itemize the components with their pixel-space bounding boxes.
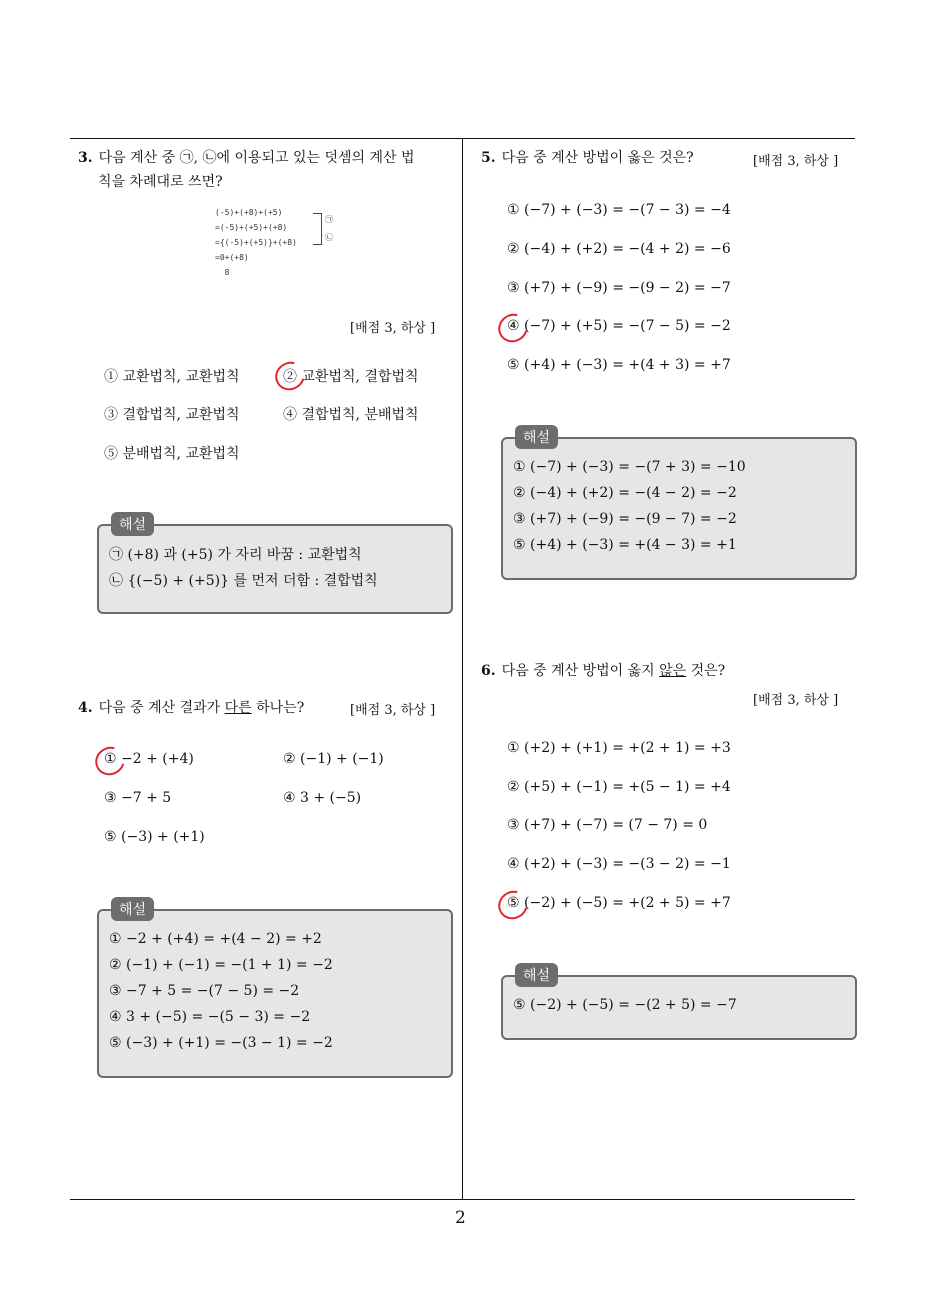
page-number: 2	[455, 1208, 466, 1228]
question-text-underlined: 다른	[224, 700, 252, 716]
explanation-box	[97, 902, 453, 1078]
option-4[interactable]: ④ 3 + (−5)	[283, 790, 362, 806]
calc-mark-a: ㉠	[325, 215, 333, 224]
explanation-tag: 해설	[515, 963, 558, 987]
explanation-tag: 해설	[111, 512, 154, 536]
explanation-tag: 해설	[515, 425, 558, 449]
option-2[interactable]: ② (+5) + (−1) = +(5 − 1) = +4	[507, 779, 731, 795]
option-3[interactable]: ③ 결합법칙, 교환법칙	[104, 407, 240, 423]
question-text-underlined: 않은	[659, 663, 687, 679]
explanation-line: ③ −7 + 5 = −(7 − 5) = −2	[109, 983, 300, 999]
explanation-line: ③ (+7) + (−9) = −(9 − 7) = −2	[513, 511, 737, 527]
score-label: [배점 3, 하상 ]	[753, 154, 839, 169]
option-4[interactable]: ④ (−7) + (+5) = −(7 − 5) = −2	[507, 318, 731, 334]
explanation-box	[501, 968, 857, 1040]
option-5[interactable]: ⑤ (−3) + (+1)	[104, 829, 205, 845]
explanation-line: ④ 3 + (−5) = −(5 − 3) = −2	[109, 1009, 311, 1025]
question-number: 4.	[78, 700, 93, 716]
option-4[interactable]: ④ (+2) + (−3) = −(3 − 2) = −1	[507, 856, 731, 872]
question-text-cont: 칙을 차례대로 쓰면?	[98, 174, 223, 190]
option-4[interactable]: ④ 결합법칙, 분배법칙	[283, 407, 419, 423]
option-5[interactable]: ⑤ (−2) + (−5) = +(2 + 5) = +7	[507, 895, 731, 911]
answer-circle-mark	[90, 741, 130, 780]
question-text-end: 하나는?	[251, 700, 305, 716]
question-text-end: 것은?	[686, 663, 726, 679]
explanation-box	[97, 517, 453, 614]
question-5	[481, 146, 694, 170]
explanation-line: ② (−4) + (+2) = −(4 − 2) = −2	[513, 485, 737, 501]
explanation-line: ⑤ (−2) + (−5) = −(2 + 5) = −7	[513, 997, 737, 1013]
option-1[interactable]: ① −2 + (+4)	[104, 751, 194, 767]
answer-circle-mark	[493, 308, 533, 347]
option-1[interactable]: ① (−7) + (−3) = −(7 − 3) = −4	[507, 202, 731, 218]
score-label: [배점 3, 하상 ]	[350, 703, 436, 718]
question-text: 다음 중 계산 결과가	[98, 700, 225, 716]
option-1[interactable]: ① (+2) + (+1) = +(2 + 1) = +3	[507, 740, 731, 756]
option-2[interactable]: ② (−4) + (+2) = −(4 + 2) = −6	[507, 241, 731, 257]
question-3	[78, 146, 458, 194]
question-text: 다음 계산 중 ㉠, ㉡에 이용되고 있는 덧셈의 계산 법	[98, 150, 415, 166]
calc-line: 8	[215, 268, 230, 277]
calc-line: =0+(+8)	[215, 253, 249, 262]
column-divider	[462, 138, 463, 1200]
explanation-line: ⑤ (+4) + (−3) = +(4 − 3) = +1	[513, 537, 737, 553]
question-number: 5.	[481, 150, 496, 166]
option-2[interactable]: ② (−1) + (−1)	[283, 751, 384, 767]
explanation-tag: 해설	[111, 897, 154, 921]
option-3[interactable]: ③ (+7) + (−9) = −(9 − 2) = −7	[507, 280, 731, 296]
explanation-box	[501, 430, 857, 580]
explanation-line: ② (−1) + (−1) = −(1 + 1) = −2	[109, 957, 333, 973]
explanation-line: ① −2 + (+4) = +(4 − 2) = +2	[109, 931, 322, 947]
option-3[interactable]: ③ (+7) + (−7) = (7 − 7) = 0	[507, 817, 708, 833]
calc-line: =(-5)+(+5)+(+8)	[215, 223, 288, 232]
question-4	[78, 696, 304, 720]
question-text: 다음 중 계산 방법이 옳은 것은?	[501, 150, 694, 166]
option-2[interactable]: ② 교환법칙, 결합법칙	[283, 369, 419, 385]
explanation-line: ⑤ (−3) + (+1) = −(3 − 1) = −2	[109, 1035, 333, 1051]
bottom-rule	[70, 1199, 855, 1200]
question-number: 6.	[481, 663, 496, 679]
question-6	[481, 659, 725, 683]
score-label: [배점 3, 하상 ]	[753, 693, 839, 708]
option-1[interactable]: ① 교환법칙, 교환법칙	[104, 369, 240, 385]
calc-mark-b: ㉡	[325, 233, 333, 242]
answer-circle-mark	[270, 356, 310, 395]
score-label: [배점 3, 하상 ]	[350, 321, 436, 336]
option-5[interactable]: ⑤ 분배법칙, 교환법칙	[104, 446, 240, 462]
calc-line: ={(-5)+(+5)}+(+8)	[215, 238, 297, 247]
option-3[interactable]: ③ −7 + 5	[104, 790, 172, 806]
question-text: 다음 중 계산 방법이 옳지	[501, 663, 660, 679]
explanation-line: ① (−7) + (−3) = −(7 + 3) = −10	[513, 459, 746, 475]
answer-circle-mark	[493, 885, 533, 924]
explanation-line: ㉡ {(−5) + (+5)} 를 먼저 더함 : 결합법칙	[109, 573, 378, 589]
explanation-line: ㉠ (+8) 과 (+5) 가 자리 바꿈 : 교환법칙	[109, 547, 362, 563]
question-number: 3.	[78, 150, 93, 166]
calc-bracket	[313, 213, 322, 245]
calc-line: (-5)+(+8)+(+5)	[215, 208, 283, 217]
option-5[interactable]: ⑤ (+4) + (−3) = +(4 + 3) = +7	[507, 357, 731, 373]
